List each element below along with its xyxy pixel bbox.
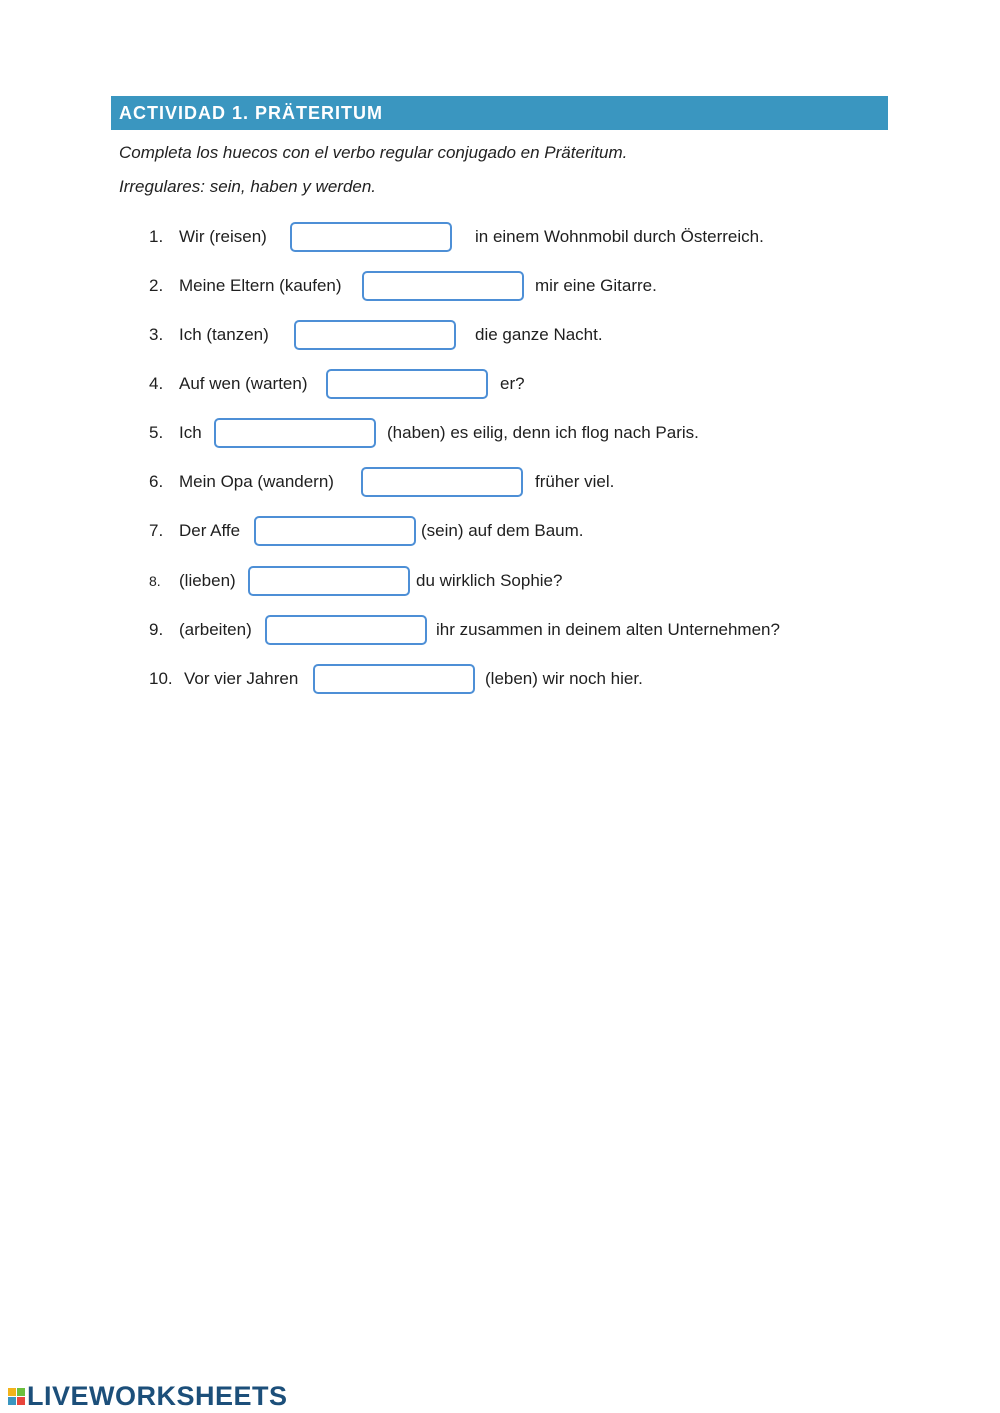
- answer-input-7[interactable]: [254, 516, 416, 546]
- item-text-after: (leben) wir noch hier.: [485, 669, 643, 688]
- item-number: 3.: [149, 325, 164, 344]
- item-text-before: (arbeiten): [179, 620, 252, 639]
- answer-input-8[interactable]: [248, 566, 410, 596]
- item-text-after: in einem Wohnmobil durch Österreich.: [475, 227, 764, 246]
- item-number: 8.: [149, 573, 161, 589]
- answer-input-4[interactable]: [326, 369, 488, 399]
- item-text-after: mir eine Gitarre.: [535, 276, 657, 295]
- answer-input-2[interactable]: [362, 271, 524, 301]
- activity-title: ACTIVIDAD 1. PRÄTERITUM: [119, 102, 384, 123]
- logo-text: LIVEWORKSHEETS: [27, 1380, 288, 1411]
- item-text-before: Vor vier Jahren: [184, 669, 299, 688]
- exercise-item-7: [0, 516, 1000, 546]
- answer-input-6[interactable]: [361, 467, 523, 497]
- item-text-after: (haben) es eilig, denn ich flog nach Paris.: [387, 423, 699, 442]
- exercise-item-1: [0, 222, 1000, 252]
- item-text-before: Ich: [179, 423, 202, 442]
- logo-block-green: [17, 1388, 25, 1396]
- item-text-after: früher viel.: [535, 472, 615, 491]
- exercise-item-9: [0, 615, 1000, 645]
- activity-header: [111, 96, 888, 130]
- answer-input-5[interactable]: [214, 418, 376, 448]
- exercise-item-3: [0, 320, 1000, 350]
- instruction-line-2: Irregulares: sein, haben y werden.: [119, 177, 377, 196]
- exercise-item-10: [0, 664, 1000, 694]
- answer-input-10[interactable]: [313, 664, 475, 694]
- item-text-after: du wirklich Sophie?: [416, 571, 563, 590]
- exercise-item-5: [0, 418, 1000, 448]
- logo-blocks-icon: [8, 1388, 25, 1405]
- answer-input-9[interactable]: [265, 615, 427, 645]
- item-number: 6.: [149, 472, 164, 491]
- exercise-item-6: [0, 467, 1000, 497]
- item-text-after: die ganze Nacht.: [475, 325, 603, 344]
- item-text-before: Mein Opa (wandern): [179, 472, 334, 491]
- item-text-after: (sein) auf dem Baum.: [421, 521, 584, 540]
- item-number: 2.: [149, 276, 164, 295]
- answer-input-1[interactable]: [290, 222, 452, 252]
- liveworksheets-logo: [8, 1381, 288, 1411]
- item-number: 1.: [149, 227, 164, 246]
- item-text-before: Ich (tanzen): [179, 325, 269, 344]
- item-text-before: Meine Eltern (kaufen): [179, 276, 342, 295]
- logo-block-blue: [8, 1397, 16, 1405]
- item-number: 10.: [149, 669, 173, 688]
- item-text-before: Wir (reisen): [179, 227, 267, 246]
- item-number: 7.: [149, 521, 164, 540]
- item-text-after: ihr zusammen in deinem alten Unternehmen?: [436, 620, 780, 639]
- exercise-item-4: [0, 369, 1000, 399]
- logo-block-yellow: [8, 1388, 16, 1396]
- answer-input-3[interactable]: [294, 320, 456, 350]
- item-number: 5.: [149, 423, 164, 442]
- instruction-line-1: Completa los huecos con el verbo regular conjugado en Präteritum.: [119, 143, 628, 162]
- item-text-before: Der Affe: [179, 521, 241, 540]
- exercise-item-8: [0, 566, 1000, 596]
- item-text-before: (lieben): [179, 571, 236, 590]
- item-text-before: Auf wen (warten): [179, 374, 308, 393]
- logo-block-red: [17, 1397, 25, 1405]
- exercise-item-2: [0, 271, 1000, 301]
- item-number: 4.: [149, 374, 164, 393]
- item-text-after: er?: [500, 374, 525, 393]
- item-number: 9.: [149, 620, 164, 639]
